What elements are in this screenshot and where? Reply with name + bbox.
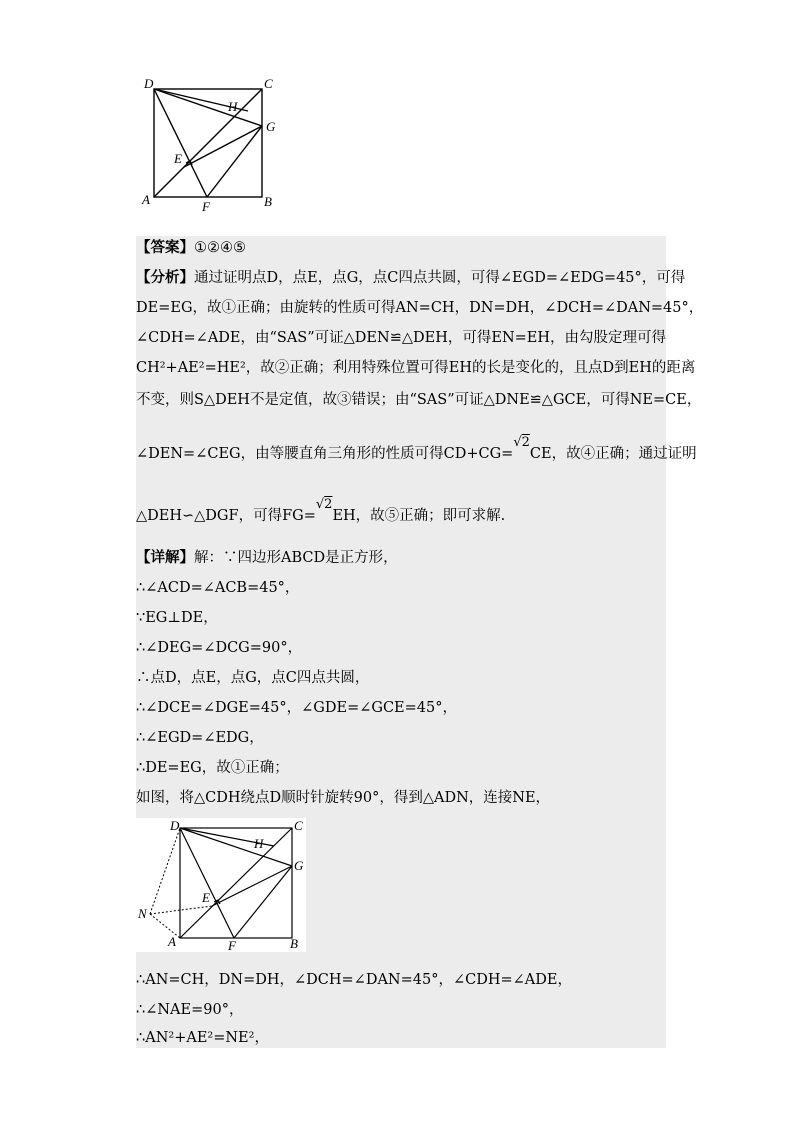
label-e-2: E <box>202 890 210 905</box>
analysis-line-7 <box>136 497 666 527</box>
segment-eg <box>184 126 262 167</box>
detail-line-0 <box>136 548 666 568</box>
label-b-2: B <box>290 936 298 951</box>
analysis-line-2 <box>136 298 704 318</box>
detail-after-line-0 <box>136 970 666 990</box>
detail-line-3 <box>136 638 666 658</box>
analysis-text-3: ∠CDH=∠ADE，由“SAS”可证△DEN≌△DEH，可得EN=EH，由勾股定理可得 <box>136 330 667 346</box>
detail-text-3: ∴∠DEG=∠DCG=90°， <box>136 640 303 656</box>
label-c-2: C <box>294 818 303 833</box>
analysis-text-1: 通过证明点D，点E，点G，点C四点共圆，可得∠EGD=∠EDG=45°，可得 <box>194 270 686 286</box>
detail-text-4: ∴点D，点E，点G，点C四点共圆， <box>136 670 370 686</box>
label-h: H <box>228 99 238 114</box>
analysis-text-2: DE=EG，故①正确；由旋转的性质可得AN=CH，DN=DH，∠DCH=∠DAN=45°， <box>136 300 704 316</box>
sqrt-radicand-2: 2 <box>324 497 333 512</box>
segment-df-2 <box>180 828 234 938</box>
detail-heading: 【详解】 <box>136 549 194 566</box>
analysis-text-5: 不变，则S△DEH不是定值，故③错误；由“SAS”可证△DNE≌△GCE，可得NE=CE， <box>136 392 702 408</box>
analysis-heading: 【分析】 <box>136 269 194 286</box>
label-f: F <box>202 199 210 214</box>
geometry-figure-1 <box>140 76 290 216</box>
label-a: A <box>142 192 150 207</box>
detail-text-5: ∴∠DCE=∠DGE=45°，∠GDE=∠GCE=45°， <box>136 700 457 716</box>
analysis-line-3 <box>136 328 666 348</box>
label-d: D <box>144 76 154 91</box>
sqrt-radicand: 2 <box>521 435 530 450</box>
detail-line-1 <box>136 578 666 598</box>
answer-line <box>136 238 666 258</box>
analysis-line-4 <box>136 358 696 378</box>
detail-line-7 <box>136 758 666 778</box>
dashed-ne <box>150 906 212 914</box>
detail-after-line-2 <box>136 1028 666 1048</box>
geometry-figure-2 <box>136 818 306 952</box>
label-n-2: N <box>138 906 147 921</box>
diagonal-ac-2 <box>180 828 292 938</box>
label-d-2: D <box>170 818 180 833</box>
analysis-line-1 <box>136 268 686 288</box>
segment-eg-2 <box>212 866 292 906</box>
answer-heading: 【答案】 <box>136 239 194 256</box>
label-g: G <box>266 119 276 134</box>
sqrt-2-symbol: √2 <box>513 435 530 450</box>
label-h-2: H <box>254 836 264 851</box>
detail-line-8 <box>136 788 666 808</box>
detail-text-1: ∴∠ACD=∠ACB=45°， <box>136 580 300 596</box>
label-a-2: A <box>168 934 176 949</box>
detail-text-6: ∴∠EGD=∠EDG， <box>136 730 264 746</box>
detail-line-2 <box>136 608 666 628</box>
detail-after-text-1: ∴∠NAE=90°， <box>136 1002 244 1018</box>
label-b: B <box>264 194 272 209</box>
label-f-2: F <box>228 938 236 952</box>
figure-2-svg <box>136 818 306 952</box>
dashed-nd <box>150 828 180 914</box>
segment-df <box>154 89 207 197</box>
label-e: E <box>174 151 182 166</box>
detail-text-8: 如图，将△CDH绕点D顺时针旋转90°，得到△ADN，连接NE， <box>136 790 551 806</box>
analysis-text-7b: EH，故⑤正确；即可求解. <box>332 508 506 524</box>
analysis-text-6b: CE，故④正确；通过证明 <box>529 446 697 462</box>
detail-after-line-1 <box>136 1000 666 1020</box>
detail-after-text-2: ∴AN²+AE²=NE²， <box>136 1030 269 1046</box>
detail-line-6 <box>136 728 666 748</box>
detail-text-2: ∵EG⊥DE， <box>136 610 218 626</box>
label-c: C <box>264 76 273 91</box>
analysis-line-6 <box>136 435 697 465</box>
analysis-text-7a: △DEH∽△DGF，可得FG= <box>136 508 316 524</box>
analysis-text-6a: ∠DEN=∠CEG，由等腰直角三角形的性质可得CD+CG= <box>136 446 514 462</box>
figure-1-svg <box>140 76 290 216</box>
segment-dg-2 <box>180 828 292 866</box>
sqrt-2-symbol-2: √2 <box>315 497 333 512</box>
diagonal-ac <box>154 89 262 197</box>
detail-text-7: ∴DE=EG，故①正确； <box>136 760 289 776</box>
analysis-text-4: CH²+AE²=HE²，故②正确；利用特殊位置可得EH的长是变化的，且点D到EH的距离 <box>136 360 696 376</box>
detail-line-4 <box>136 668 666 688</box>
detail-line-5 <box>136 698 666 718</box>
detail-after-text-0: ∴AN=CH，DN=DH，∠DCH=∠DAN=45°，∠CDH=∠ADE， <box>136 972 572 988</box>
detail-text-0: 解：∵四边形ABCD是正方形， <box>194 550 398 566</box>
label-g-2: G <box>294 858 304 873</box>
analysis-line-5 <box>136 390 702 410</box>
answer-text: ①②④⑤ <box>194 240 246 256</box>
